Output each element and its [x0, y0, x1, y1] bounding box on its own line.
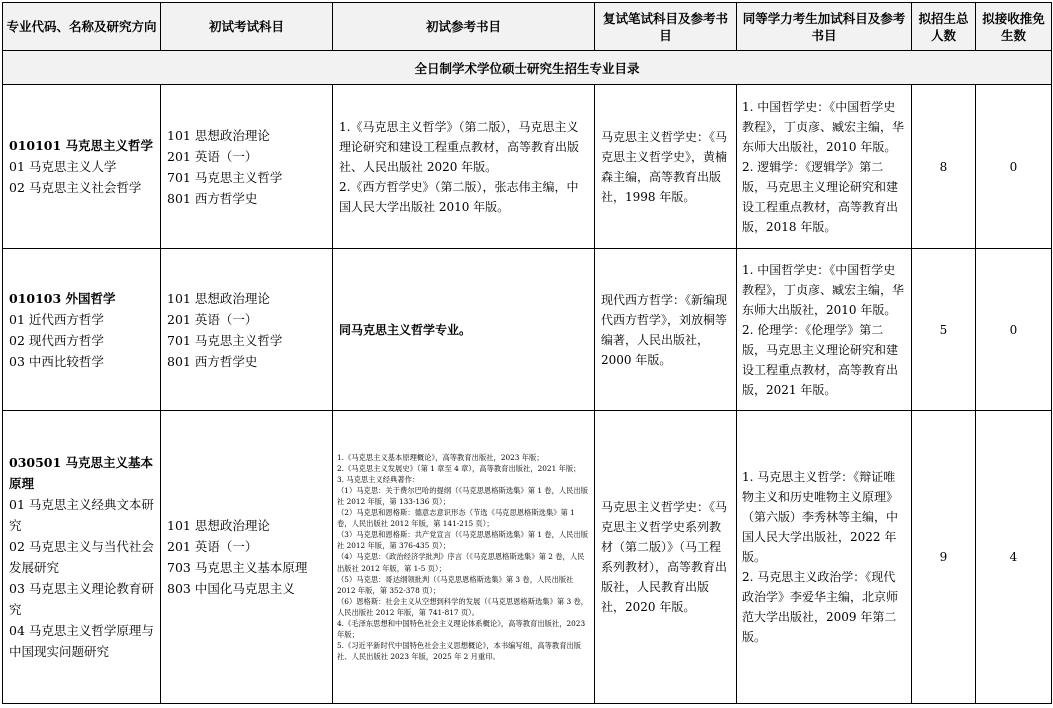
total-count: 8 — [912, 85, 976, 249]
direction: 03 马克思主义理论教育研究 — [9, 581, 154, 617]
major-cell — [3, 85, 161, 249]
exam-subject: 201 英语（一） — [167, 539, 258, 554]
major-code: 010101 马克思主义哲学 — [9, 138, 154, 153]
exam-subject: 101 思想政治理论 — [167, 290, 270, 306]
book-entry: （5）马克思：哥达纲领批判（《马克思恩格斯选集》第 3 卷，人民出版社 2012 年版，第 352-378 页）； — [337, 574, 574, 595]
table-row — [3, 85, 1052, 249]
extra-entry: 2. 伦理学：《伦理学》第二版，马克思主义理论研究和建设工程重点教材，高等教育出版，2021 年版。 — [742, 322, 899, 397]
exempt-count: 0 — [976, 85, 1052, 249]
book-entry: （3）马克思和恩格斯：共产党宣言（《马克思恩格斯选集》第 1 卷，人民出版社 2012 年版，第 376-435 页）； — [337, 530, 589, 551]
book-entry: 1.《马克思主义哲学》（第二版），马克思主义理论研究和建设工程重点教材，高等教育出版社、人民出版社 2020 年版。 — [339, 119, 580, 174]
books-cell — [333, 85, 595, 249]
retest-cell: 现代西方哲学：《新编现代西方哲学》，刘放桐等编著，人民出版社，2000 年版。 — [595, 249, 737, 411]
major-cell — [3, 249, 161, 411]
direction: 02 马克思主义与当代社会发展研究 — [9, 539, 154, 575]
book-entry: 2.《马克思主义发展史》（第 1 章至 4 章），高等教育出版社，2021 年版； — [337, 463, 581, 473]
exam-cell — [161, 85, 333, 249]
extra-entry: 2. 逻辑学：《逻辑学》第二版，马克思主义理论研究和建设工程重点教材，高等教育出版，2018 年版。 — [742, 159, 899, 234]
extra-entry: 1. 中国哲学史：《中国哲学史教程》，丁贞彦、臧宏主编，华东师大出版社，2010 年版。 — [742, 99, 905, 154]
exempt-count: 0 — [976, 249, 1052, 411]
extra-cell — [737, 85, 912, 249]
exam-subject: 201 英语（一） — [167, 311, 258, 327]
table-row — [3, 411, 1052, 704]
exam-cell — [161, 249, 333, 411]
books-note: 同马克思主义哲学专业。 — [333, 249, 595, 411]
extra-entry: 1. 马克思主义哲学：《辩证唯物主义和历史唯物主义原理》（第六版）李秀林等主编，中国人民大学出版社，2022 年版。 — [742, 470, 899, 564]
section-title: 全日制学术学位硕士研究生招生专业目录 — [3, 51, 1052, 85]
book-entry: 4.《毛泽东思想和中国特色社会主义理论体系概论》，高等教育出版社，2023 年版； — [337, 619, 586, 640]
book-entry: 5.《习近平新时代中国特色社会主义思想概论》，本书编写组，高等教育出版社、人民出版社 2023 年版，2025 年 2 月重印。 — [337, 641, 582, 662]
exam-subject: 101 思想政治理论 — [167, 518, 270, 533]
exam-subject: 703 马克思主义基本原理 — [167, 560, 308, 575]
section-row — [3, 51, 1052, 85]
retest-cell: 马克思主义哲学史：《马克思主义哲学史》，黄楠森主编，高等教育出版社，1998 年版。 — [595, 85, 737, 249]
header-retest: 复试笔试科目及参考书目 — [595, 3, 737, 51]
extra-entry: 2. 马克思主义政治学：《现代政治学》李爱华主编，北京师范大学出版社，2009 年第二版。 — [742, 570, 899, 644]
book-entry: 1.《马克思主义基本原理概论》，高等教育出版社，2023 年版； — [337, 452, 544, 462]
book-entry: （1）马克思：关于费尔巴哈的提纲（《马克思恩格斯选集》第 1 卷，人民出版社 2012 年版，第 133-136 页）； — [337, 485, 589, 506]
direction: 02 现代西方哲学 — [9, 332, 104, 348]
exam-subject: 701 马克思主义哲学 — [167, 169, 283, 185]
header-books: 初试参考书目 — [333, 3, 595, 51]
exam-cell — [161, 411, 333, 704]
extra-entry: 1. 中国哲学史：《中国哲学史教程》，丁贞彦、臧宏主编，华东师大出版社，2010 年版。 — [742, 262, 905, 317]
total-count: 5 — [912, 249, 976, 411]
major-code: 030501 马克思主义基本原理 — [9, 455, 154, 491]
book-entry: 3. 马克思主义经典著作： — [337, 474, 420, 484]
direction: 01 近代西方哲学 — [9, 311, 104, 327]
extra-cell — [737, 411, 912, 704]
direction: 03 中西比较哲学 — [9, 353, 104, 369]
direction: 01 马克思主义经典文本研究 — [9, 497, 154, 533]
exam-subject: 101 思想政治理论 — [167, 127, 270, 143]
direction: 02 马克思主义社会哲学 — [9, 180, 142, 195]
books-cell — [333, 411, 595, 704]
exam-subject: 801 西方哲学史 — [167, 353, 258, 369]
book-entry: （2）马克思和恩格斯：德意志意识形态（节选《马克思恩格斯选集》第 1 卷，人民出版社 2012 年版，第 141-215 页）； — [337, 508, 575, 529]
direction: 04 马克思主义哲学原理与中国现实问题研究 — [9, 623, 154, 659]
book-entry: （6）恩格斯：社会主义从空想到科学的发展（《马克思恩格斯选集》第 3 卷，人民出版社 2012 年版，第 741-817 页）。 — [337, 596, 589, 617]
exempt-count: 4 — [976, 411, 1052, 704]
major-code: 010103 外国哲学 — [9, 290, 116, 306]
exam-subject: 701 马克思主义哲学 — [167, 332, 283, 348]
table-row — [3, 249, 1052, 411]
book-entry: 2.《西方哲学史》（第二版），张志伟主编，中国人民大学出版社 2010 年版。 — [339, 179, 579, 214]
admissions-catalog-table — [2, 2, 1052, 704]
header-row — [3, 3, 1052, 51]
total-count: 9 — [912, 411, 976, 704]
header-exam: 初试考试科目 — [161, 3, 333, 51]
exam-subject: 801 西方哲学史 — [167, 190, 258, 206]
book-entry: （4）马克思：《政治经济学批判》序言（《马克思恩格斯选集》第 2 卷，人民出版社 2012 年版，第 1-5 页）； — [337, 552, 585, 573]
header-extra: 同等学力考生加试科目及参考书目 — [737, 3, 912, 51]
header-total: 拟招生总人数 — [912, 3, 976, 51]
major-cell — [3, 411, 161, 704]
retest-cell: 马克思主义哲学史：《马克思主义哲学史系列教材（第二版）》（马工程系列教材），高等教育出版社，人民教育出版社，2020 年版。 — [595, 411, 737, 704]
direction: 01 马克思主义人学 — [9, 159, 117, 174]
extra-cell — [737, 249, 912, 411]
header-major: 专业代码、名称及研究方向 — [3, 3, 161, 51]
exam-subject: 803 中国化马克思主义 — [167, 581, 295, 596]
header-exempt: 拟接收推免生数 — [976, 3, 1052, 51]
exam-subject: 201 英语（一） — [167, 148, 258, 164]
